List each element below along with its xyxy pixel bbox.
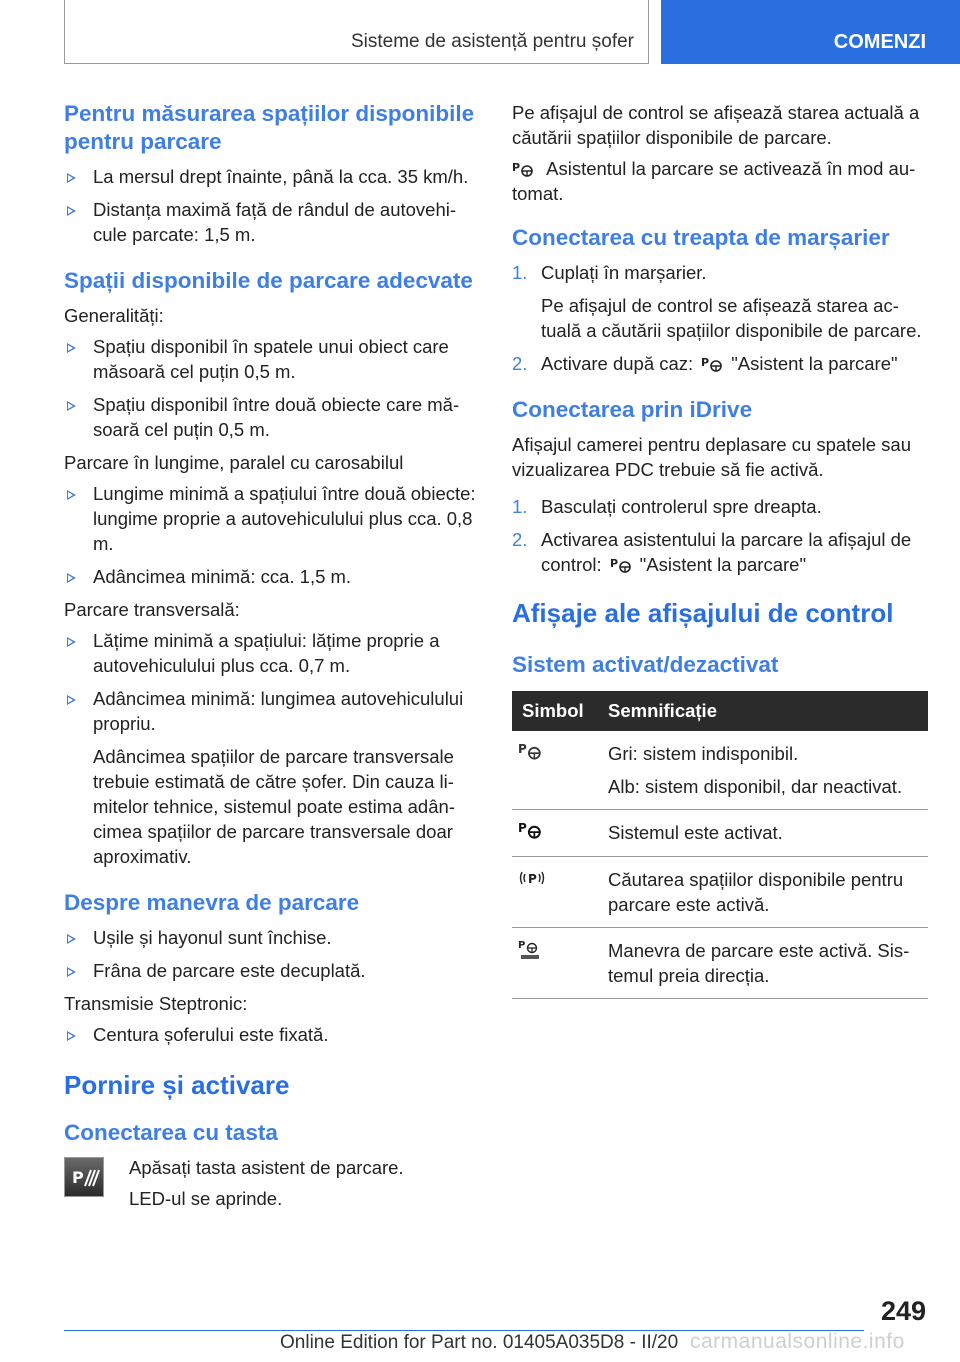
watermark: carmanualsonline.info [690,1330,905,1353]
parking-assist-icon [701,355,723,373]
edition-text: Online Edition for Part no. 01405A035D8 - II/20 [280,1332,679,1353]
bullet-triangle-icon [67,1031,76,1041]
step-text: Basculați controlerul spre dreapta. [541,496,822,517]
symbol-cell [512,857,608,928]
meaning-cell [608,810,928,857]
step-number: 1. [512,262,528,283]
button-instruction [64,1155,478,1211]
list-item [64,958,478,983]
button-led: LED-ul se aprinde. [129,1188,283,1209]
parking-assist-button-icon [64,1157,104,1197]
parallel-label: Parcare în lungime, paralel cu carosabilul [64,452,404,473]
step-quote: "Asistent la parcare" [731,353,898,374]
parking-search-icon [518,867,546,889]
bullet-text: Lungime minimă a spațiului între două obiecte: lungime proprie a autovehiculului plus cca. 0,8 m. [93,483,476,554]
step-text: Activarea asistentului la parcare la afișajul de control: [541,529,912,575]
idrive-intro: Afișajul camerei pentru deplasare cu spatele sau vizualizarea PDC trebuie să fie activă. [512,434,912,480]
svg-text:P: P [512,161,521,174]
list-item [64,628,478,678]
parking-auto-icon [518,938,544,962]
list-item [64,686,478,736]
bullet-text: Spațiu disponibil în spatele unui obiect care măsoară cel puțin 0,5 m. [93,336,449,382]
bullet-text: Centura șoferului este fixată. [93,1024,329,1045]
svg-text:P: P [518,940,526,951]
step-text: Activare după caz: [541,353,694,374]
bullet-triangle-icon [67,934,76,944]
heading-display: Afișaje ale afișajului de control [512,598,894,628]
right-column [512,100,928,999]
meaning-cell [608,928,928,999]
list-item [64,334,478,384]
col-symbol-header: Simbol [512,691,608,731]
list-item [512,260,928,285]
list-item [512,494,928,519]
symbol-cell [512,928,608,999]
meaning-cell [608,857,928,928]
bullet-text: Frâna de parcare este decuplată. [93,960,366,981]
bullet-text: La mersul drept înainte, până la cca. 35 km/h. [93,166,469,187]
meaning-line: Gri: sistem indisponibil. [608,743,799,764]
step-quote: "Asistent la parcare" [639,554,807,575]
bullet-triangle-icon [67,343,76,353]
svg-text:P: P [528,872,537,886]
step-number: 2. [512,353,528,374]
table-row [512,731,928,810]
auto-activation [512,156,928,206]
svg-text:P: P [518,742,527,757]
auto-activation-text: Asistentul la parcare se activează în mod au‐tomat. [512,158,916,204]
meaning-line: Alb: sistem disponibil, dar neactivat. [608,776,903,797]
page-number: 249 [880,1296,926,1326]
header-chapter-tab [661,0,960,64]
status-intro: Pe afișajul de control se afișează starea actuală a căutării spațiilor disponibile de parcare. [512,102,920,148]
transverse-note: Adâncimea spațiilor de parcare transversale trebuie estimată de către șofer. Din cauza li‐mitelor tehnice, sistemul poate estima adân‐cimea spațiilor de parcare transversale doar aproximativ. [93,746,455,867]
bullet-triangle-icon [67,637,76,647]
heading-button: Conectarea cu tasta [64,1120,278,1145]
bullet-text: Lățime minimă a spațiului: lățime proprie a autovehiculului plus cca. 0,7 m. [93,630,440,676]
parking-assist-active-icon [518,820,542,840]
header-chapter-title: COMENZI [833,31,926,53]
bullet-text: Adâncimea minimă: cca. 1,5 m. [93,566,352,587]
parking-assist-icon [610,556,632,574]
svg-text:P: P [701,356,710,369]
bullet-text: Ușile și hayonul sunt închise. [93,927,332,948]
list-item [512,527,928,577]
list-item [64,481,478,556]
table-row [512,810,928,857]
reverse-note: Pe afișajul de control se afișează starea ac‐tuală a căutării spațiilor disponibile de parcare. [541,295,922,341]
table-row [512,857,928,928]
step-text: Cuplați în marșarier. [541,262,707,283]
transverse-label: Parcare transversală: [64,599,240,620]
button-step: Apăsați tasta asistent de parcare. [129,1157,404,1178]
parking-assist-gray-icon [518,741,542,761]
bullet-triangle-icon [67,695,76,705]
bullet-triangle-icon [67,967,76,977]
list-item [64,392,478,442]
header-section-tab [64,0,649,64]
heading-measure: Pentru măsurarea spațiilor disponibile pentru parcare [64,101,475,154]
bullet-triangle-icon [67,173,76,183]
symbol-table [512,691,928,999]
heading-idrive: Conectarea prin iDrive [512,397,753,422]
col-meaning-header: Semnificație [608,691,928,731]
bullet-text: Distanța maximă față de rândul de autovehi‐cule parcate: 1,5 m. [93,199,457,245]
svg-text:P: P [609,557,618,570]
symbol-cell [512,810,608,857]
meaning-cell [608,731,928,810]
symbol-cell [512,731,608,810]
svg-text:P: P [72,1168,84,1187]
list-item [64,1022,478,1047]
step-number: 2. [512,529,528,550]
bullet-text: Spațiu disponibil între două obiecte care mă‐soară cel puțin 0,5 m. [93,394,460,440]
list-item [512,351,928,376]
step-number: 1. [512,496,528,517]
bullet-triangle-icon [67,490,76,500]
svg-text:P: P [518,821,527,836]
heading-system-status: Sistem activat/dezactivat [512,652,779,677]
steptronic-label: Transmisie Steptronic: [64,993,248,1014]
general-label: Generalități: [64,305,164,326]
bullet-triangle-icon [67,401,76,411]
header-section-title: Sisteme de asistență pentru șofer [350,31,634,52]
heading-maneuver: Despre manevra de parcare [64,890,360,915]
bullet-text: Adâncimea minimă: lungimea autovehiculului propriu. [93,688,464,734]
parking-assist-icon [512,160,534,178]
list-item [64,197,478,247]
left-column [64,100,478,1217]
list-item [64,925,478,950]
list-item [64,164,478,189]
bullet-triangle-icon [67,573,76,583]
table-header-row [512,691,928,731]
meaning-line: Manevra de parcare este activă. Sis‐temul preia direcția. [608,940,910,986]
heading-reverse: Conectarea cu treapta de marșarier [512,225,890,250]
bullet-triangle-icon [67,206,76,216]
meaning-line: Căutarea spațiilor disponibile pentru parcare este activă. [608,869,904,915]
meaning-line: Sistemul este activat. [608,822,783,843]
table-row [512,928,928,999]
heading-start-activate: Pornire și activare [64,1070,290,1100]
heading-suitable-spaces: Spații disponibile de parcare adecvate [64,268,473,293]
list-item [64,564,478,589]
